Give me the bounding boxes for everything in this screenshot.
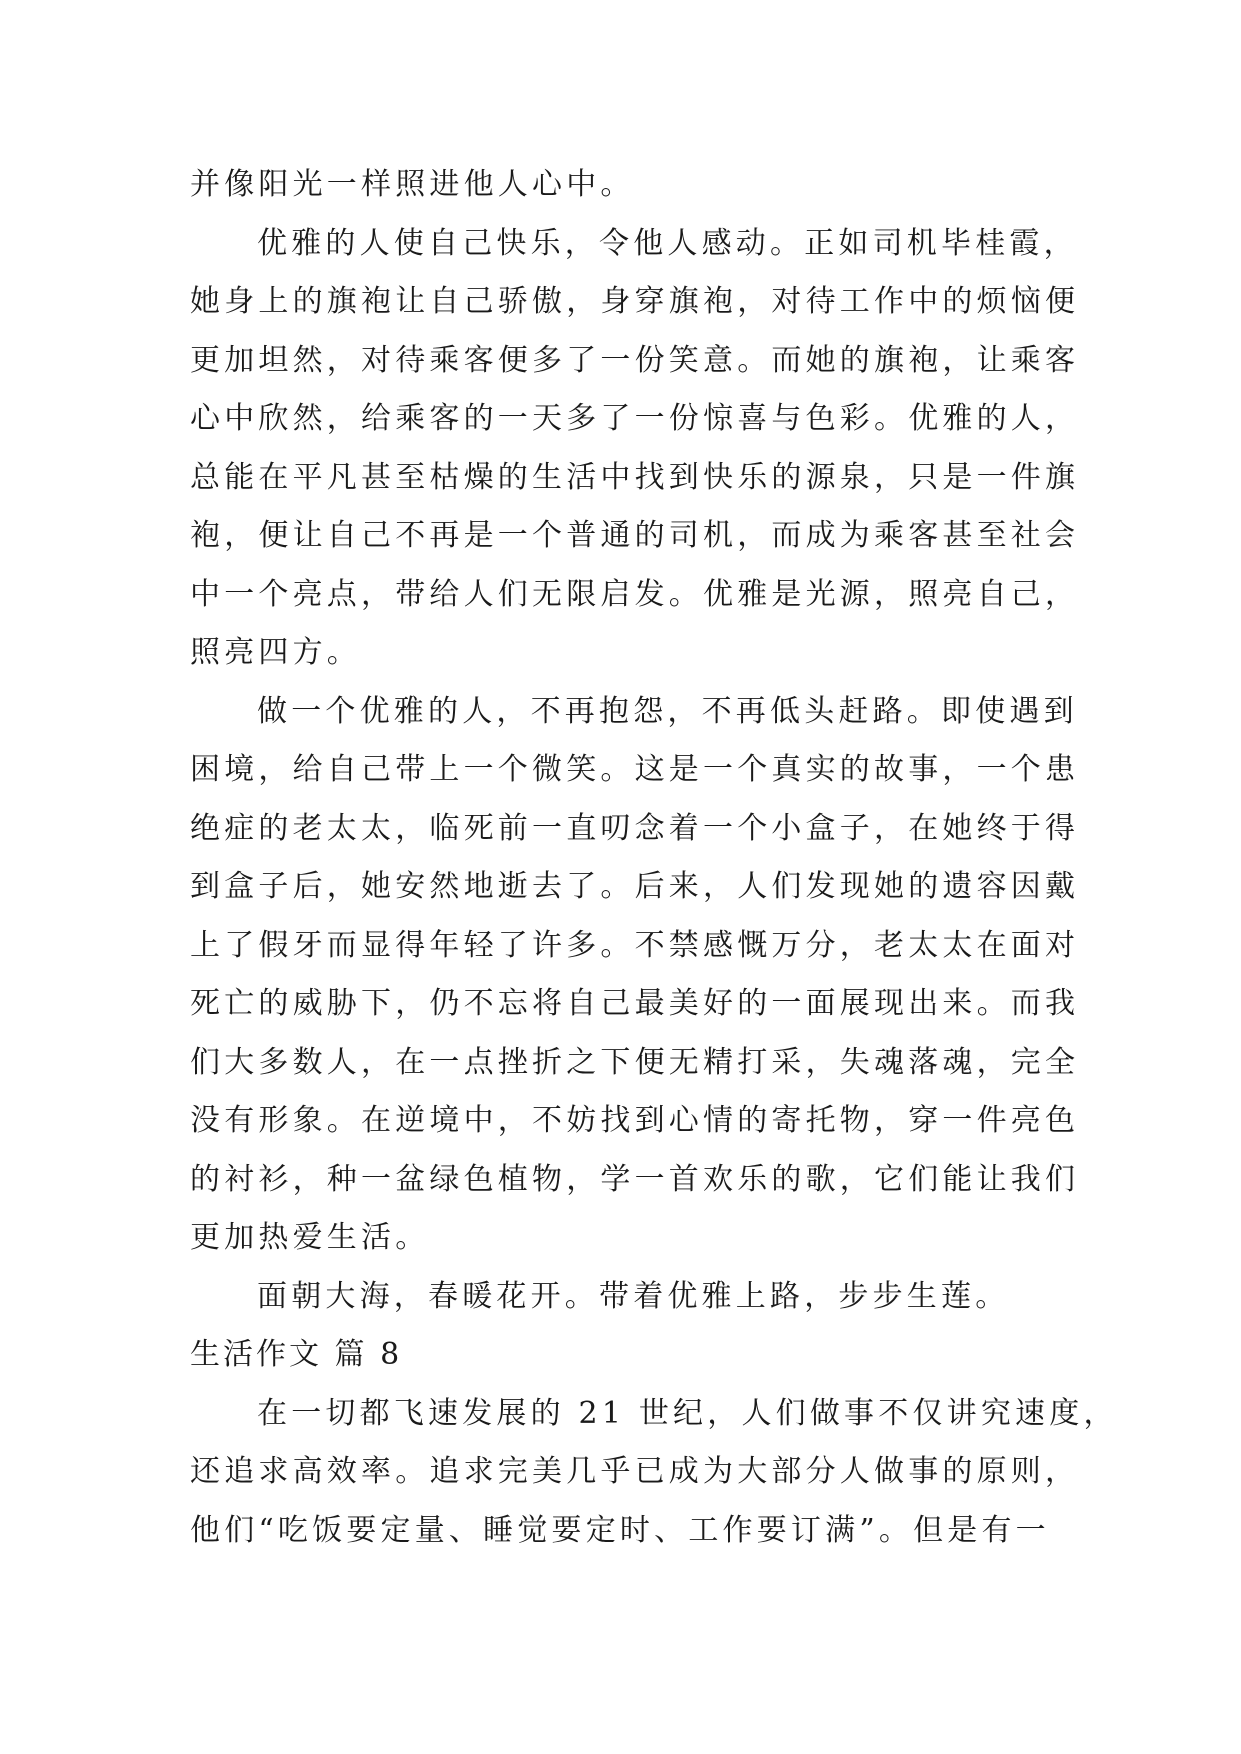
- text-line: 的衬衫，种一盆绿色植物，学一首欢乐的歌，它们能让我们: [190, 1161, 1080, 1197]
- text-line: 更加热爱生活。: [190, 1220, 430, 1255]
- text-line: 更加坦然，对待乘客便多了一份笑意。而她的旗袍，让乘客: [190, 342, 1080, 378]
- paragraph-first-line: 在一切都飞速发展的 21 世纪，人们做事不仅讲究速度，: [257, 1395, 1118, 1431]
- paragraph-first-line: 优雅的人使自己快乐，令他人感动。正如司机毕桂霞，: [257, 225, 1078, 261]
- text-line: 上了假牙而显得年轻了许多。不禁感慨万分，老太太在面对: [190, 927, 1080, 963]
- text-line: 并像阳光一样照进他人心中。: [190, 167, 635, 202]
- text-line: 她身上的旗袍让自己骄傲，身穿旗袍，对待工作中的烦恼便: [190, 284, 1080, 319]
- text-line: 中一个亮点，带给人们无限启发。优雅是光源，照亮自己，: [190, 576, 1080, 612]
- section-heading: 生活作文 篇 8: [190, 1337, 403, 1372]
- paragraph-first-line: 做一个优雅的人，不再抱怨，不再低头赶路。即使遇到: [257, 693, 1078, 729]
- article-body: [190, 156, 1118, 1560]
- text-line: 还追求高效率。追求完美几乎已成为大部分人做事的原则，: [190, 1454, 1080, 1489]
- text-line: 他们“吃饭要定量、睡觉要定时、工作要订满”。但是有一: [190, 1512, 1050, 1548]
- text-line: 总能在平凡甚至枯燥的生活中找到快乐的源泉，只是一件旗: [190, 459, 1080, 495]
- text-line: 绝症的老太太，临死前一直叨念着一个小盒子，在她终于得: [190, 810, 1080, 846]
- paragraph-first-line: 面朝大海，春暖花开。带着优雅上路，步步生莲。: [257, 1278, 1010, 1314]
- text-line: 照亮四方。: [190, 635, 361, 670]
- text-line: 困境，给自己带上一个微笑。这是一个真实的故事，一个患: [190, 752, 1080, 787]
- text-line: 们大多数人，在一点挫折之下便无精打采，失魂落魂，完全: [190, 1044, 1080, 1080]
- text-line: 死亡的威胁下，仍不忘将自己最美好的一面展现出来。而我: [190, 986, 1080, 1021]
- text-line: 心中欣然，给乘客的一天多了一份惊喜与色彩。优雅的人，: [190, 401, 1080, 436]
- text-line: 袍，便让自己不再是一个普通的司机，而成为乘客甚至社会: [190, 518, 1080, 553]
- text-line: 到盒子后，她安然地逝去了。后来，人们发现她的遗容因戴: [190, 869, 1080, 904]
- text-line: 没有形象。在逆境中，不妨找到心情的寄托物，穿一件亮色: [190, 1103, 1080, 1138]
